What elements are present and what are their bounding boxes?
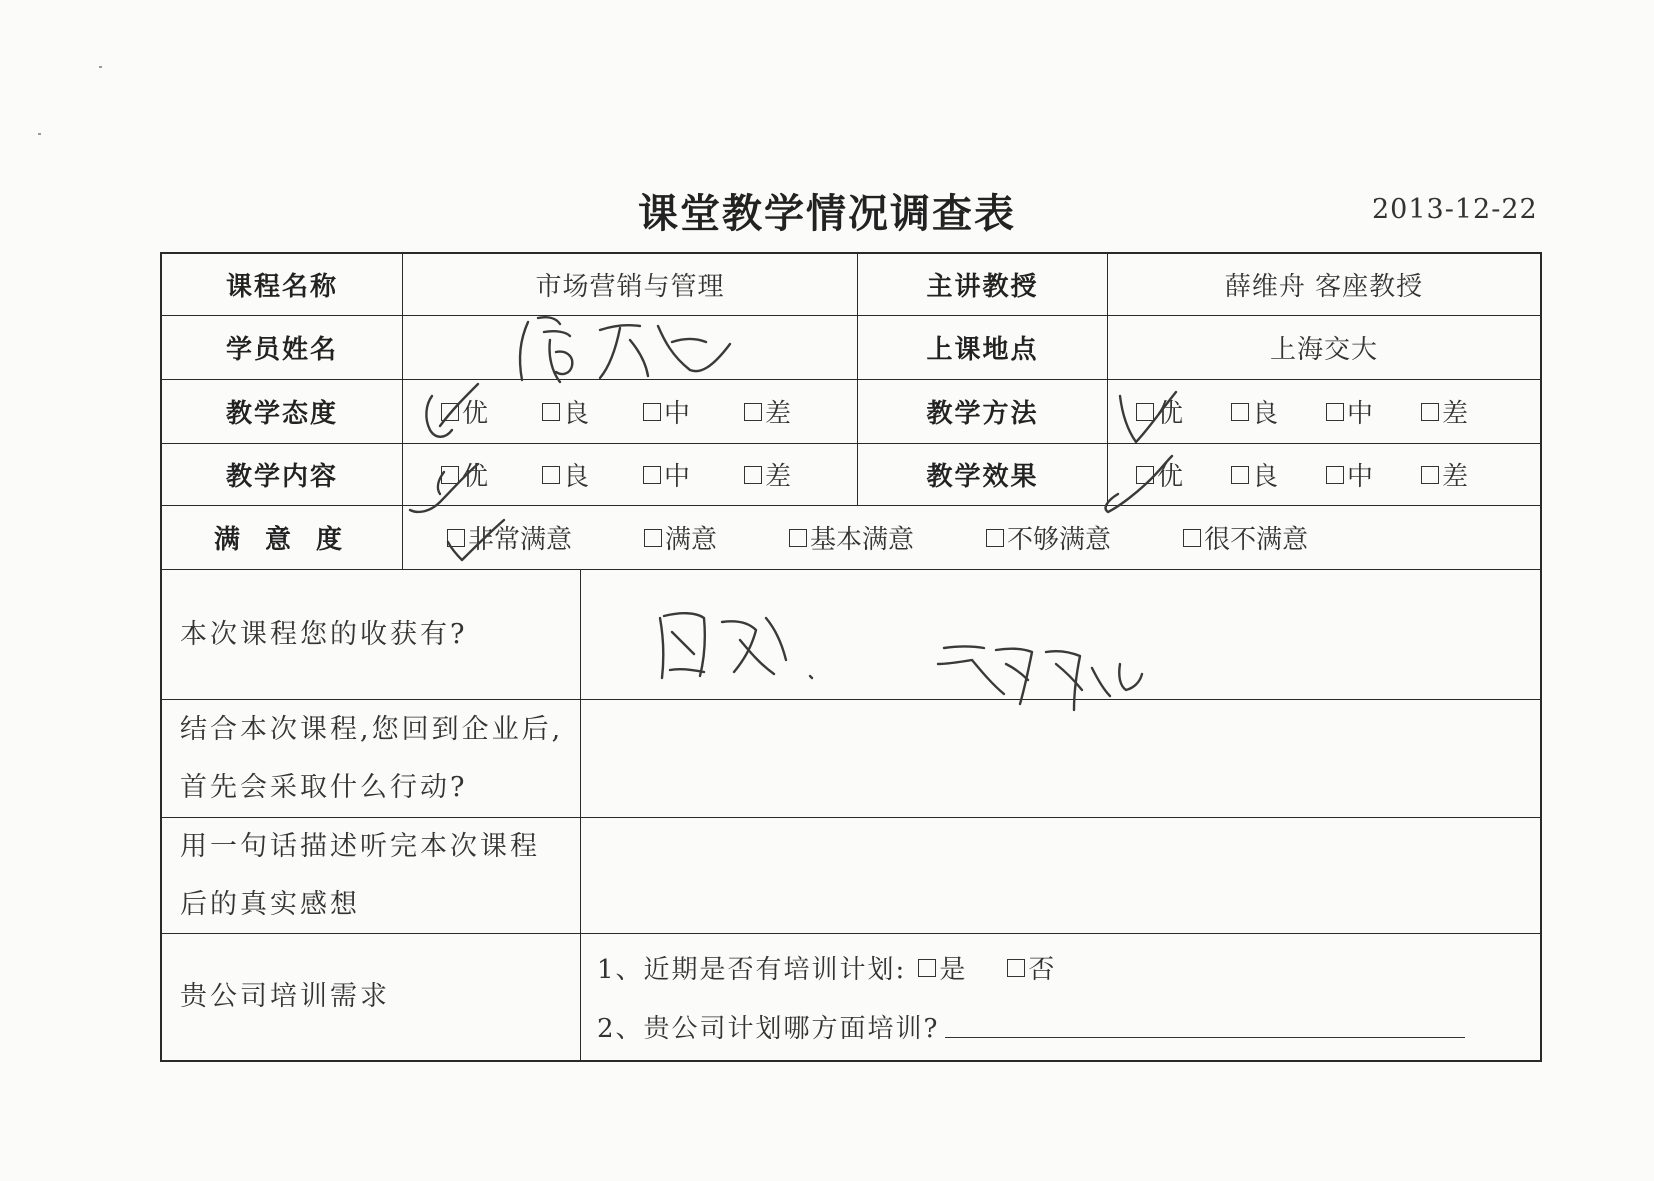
- course-name-label: 课程名称: [225, 272, 338, 302]
- checkbox-icon: [744, 466, 762, 484]
- satisfaction-option-very-satisfied[interactable]: 非常满意: [447, 519, 572, 556]
- method-option-good[interactable]: 良: [1231, 393, 1278, 430]
- checkbox-icon: [643, 466, 661, 484]
- needs-area-input[interactable]: [945, 1015, 1465, 1038]
- gains-question: 本次课程您的收获有?: [180, 618, 468, 650]
- checkbox-icon: [1326, 403, 1344, 421]
- checkbox-icon: [644, 529, 662, 547]
- method-options: [1107, 380, 1540, 443]
- needs-plan-line: [597, 949, 1056, 986]
- needs-area-line: [597, 1008, 1465, 1045]
- feeling-answer-field[interactable]: [580, 818, 1540, 933]
- satisfaction-option-very-unsatisfied[interactable]: 很不满意: [1183, 519, 1308, 556]
- action-question: 结合本次课程,您回到企业后,首先会采取什么行动?: [180, 713, 564, 803]
- row-action: [162, 700, 1540, 818]
- checkbox-icon: [542, 403, 560, 421]
- checkbox-icon: [542, 466, 560, 484]
- checkbox-icon: [1326, 466, 1344, 484]
- student-name-label: 学员姓名: [225, 335, 338, 365]
- row-feeling: [162, 818, 1540, 934]
- row-gains: [162, 570, 1540, 700]
- needs-plan-question: 1、近期是否有培训计划:: [597, 955, 907, 985]
- content-options: [402, 444, 857, 505]
- form-title: 课堂教学情况调查表: [638, 191, 1016, 237]
- checkbox-icon: [1421, 403, 1439, 421]
- attitude-option-poor[interactable]: 差: [744, 393, 791, 430]
- checkbox-icon: [918, 959, 936, 977]
- checkbox-icon: [441, 403, 459, 421]
- needs-answer-area: [580, 934, 1540, 1060]
- row-satisfaction: [162, 506, 1540, 570]
- row-student: [162, 316, 1540, 380]
- feeling-question: 用一句话描述听完本次课程后的真实感想: [180, 830, 540, 920]
- method-option-average[interactable]: 中: [1326, 393, 1373, 430]
- scan-speck: [38, 133, 41, 135]
- student-name-field[interactable]: [402, 316, 857, 379]
- checkbox-icon: [1231, 466, 1249, 484]
- action-answer-field[interactable]: [580, 700, 1540, 817]
- attitude-label: 教学态度: [225, 399, 338, 429]
- instructor-value[interactable]: 薛维舟 客座教授: [1107, 254, 1540, 315]
- effect-option-poor[interactable]: 差: [1421, 456, 1468, 493]
- method-option-poor[interactable]: 差: [1421, 393, 1468, 430]
- effect-option-average[interactable]: 中: [1326, 456, 1373, 493]
- needs-area-question: 2、贵公司计划哪方面培训?: [597, 1014, 940, 1044]
- satisfaction-options: [402, 506, 1540, 569]
- content-option-good[interactable]: 良: [542, 456, 589, 493]
- survey-form: [160, 252, 1542, 1062]
- checkbox-icon: [447, 529, 465, 547]
- row-content-effect: [162, 444, 1540, 506]
- effect-option-excellent[interactable]: 优: [1136, 456, 1183, 493]
- satisfaction-label: 满 意 度: [213, 525, 351, 555]
- row-needs: [162, 934, 1540, 1060]
- location-label: 上课地点: [857, 316, 1107, 379]
- checkbox-icon: [789, 529, 807, 547]
- attitude-option-average[interactable]: 中: [643, 393, 690, 430]
- course-name-value[interactable]: 市场营销与管理: [402, 254, 857, 315]
- location-value[interactable]: 上海交大: [1107, 316, 1540, 379]
- needs-label: 贵公司培训需求: [180, 981, 390, 1012]
- satisfaction-option-basically-satisfied[interactable]: 基本满意: [789, 519, 914, 556]
- content-option-average[interactable]: 中: [643, 456, 690, 493]
- content-option-poor[interactable]: 差: [744, 456, 791, 493]
- row-course: [162, 254, 1540, 316]
- checkbox-icon: [986, 529, 1004, 547]
- effect-option-good[interactable]: 良: [1231, 456, 1278, 493]
- checkbox-icon: [1007, 959, 1025, 977]
- attitude-options: [402, 380, 857, 443]
- attitude-option-excellent[interactable]: 优: [441, 393, 488, 430]
- checkbox-icon: [1231, 403, 1249, 421]
- effect-options: [1107, 444, 1540, 505]
- checkbox-icon: [744, 403, 762, 421]
- form-date: 2013-12-22: [1372, 194, 1538, 225]
- checkbox-icon: [1421, 466, 1439, 484]
- gains-answer-field[interactable]: [580, 570, 1540, 699]
- checkbox-icon: [1136, 466, 1154, 484]
- instructor-label: 主讲教授: [857, 254, 1107, 315]
- needs-yes-option[interactable]: 是: [918, 949, 967, 986]
- needs-no-option[interactable]: 否: [1007, 949, 1056, 986]
- satisfaction-option-satisfied[interactable]: 满意: [644, 519, 717, 556]
- method-label: 教学方法: [857, 380, 1107, 443]
- checkbox-icon: [643, 403, 661, 421]
- checkbox-icon: [441, 466, 459, 484]
- content-label: 教学内容: [225, 462, 338, 492]
- satisfaction-option-not-satisfied[interactable]: 不够满意: [986, 519, 1111, 556]
- checkbox-icon: [1136, 403, 1154, 421]
- method-option-excellent[interactable]: 优: [1136, 393, 1183, 430]
- attitude-option-good[interactable]: 良: [542, 393, 589, 430]
- content-option-excellent[interactable]: 优: [441, 456, 488, 493]
- scan-speck: [99, 66, 102, 68]
- checkbox-icon: [1183, 529, 1201, 547]
- row-attitude-method: [162, 380, 1540, 444]
- effect-label: 教学效果: [857, 444, 1107, 505]
